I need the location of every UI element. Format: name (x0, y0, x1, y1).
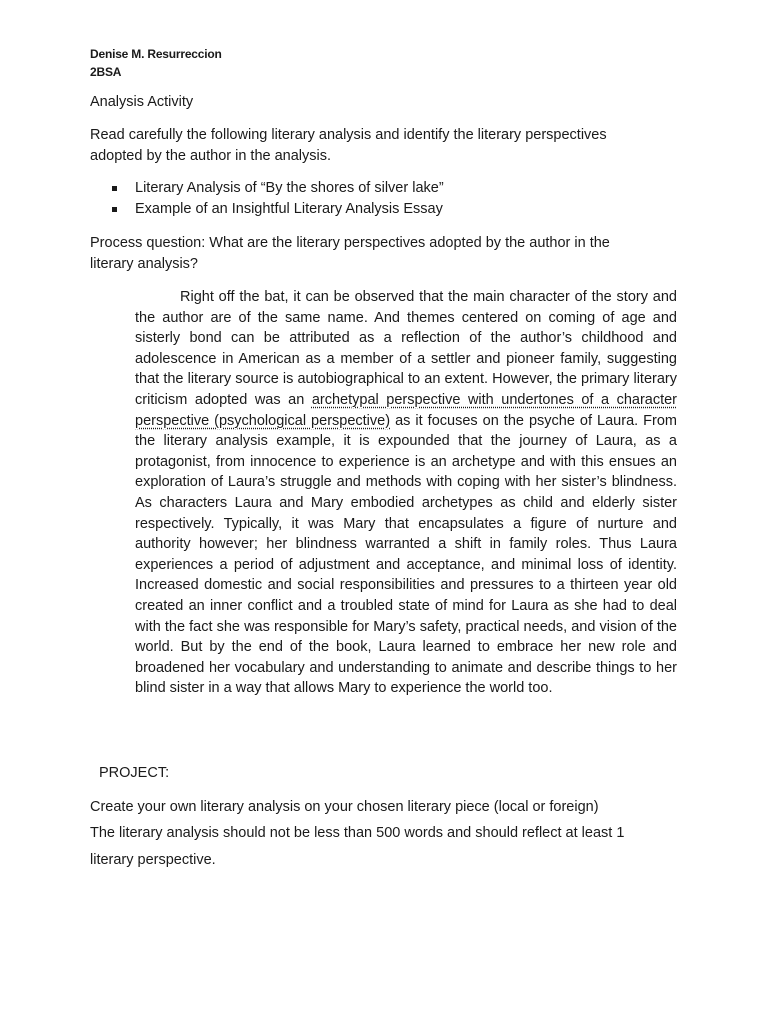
process-question-line-2: literary analysis? (90, 256, 198, 272)
author-name: Denise M. Resurreccion (90, 47, 222, 61)
analysis-text-start: Right off the bat, it can be observed that the main character of the story and the author are of the same name. And themes centered on coming of age and sisterly bond can be attributed as a reflection of the author’s childhood and adolescence in American as a member of a settler and pioneer family, suggesting that the literary source is autobiographical to an extent. However, the primary literary criticism adopted was an (135, 289, 677, 408)
reference-list (90, 178, 444, 220)
page-title: Analysis Activity (90, 94, 194, 110)
instructions-line-1: Read carefully the following literary analysis and identify the literary perspectives (90, 127, 607, 143)
author-class: 2BSA (90, 65, 122, 79)
project-line-2: The literary analysis should not be less than 500 words and should reflect at least 1 (90, 825, 625, 841)
project-heading: PROJECT: (99, 765, 170, 781)
list-item: Literary Analysis of “By the shores of silver lake” (90, 178, 444, 199)
project-line-3: literary perspective. (90, 852, 216, 868)
highlighted-perspective: archetypal perspective with undertones of a character perspective (psychological perspective) (135, 391, 678, 429)
process-question-line-1: Process question: What are the literary perspectives adopted by the author in the (90, 235, 610, 251)
analysis-text-end: as it focuses on the psyche of Laura. From the literary analysis example, it is expounded that the journey of Laura, as a protagonist, from innocence to experience is an archetype and with this ensues an exploration of Laura’s struggle and methods with coping with her sister’s blindness. As characters Laura and Mary embodied archetypes as child and elderly sister respectively. Typically, it was Mary that encapsulates a figure of nurture and authority however; her blindness warranted a shift in family roles. Thus Laura experiences a period of adjustment and acceptance, and minimal loss of identity. Increased domestic and social responsibilities and pressures to a thirteen year old created an inner conflict and a troubled state of mind for Laura as she had to deal with the fact she was responsible for Mary’s safety, practical needs, and vision of the world. But by the end of the book, Laura learned to embrace her new role and broadened her vocabulary and understanding to animate and describe things to her blind sister in a way that allows Mary to experience the world too. (135, 412, 678, 697)
list-item: Example of an Insightful Literary Analysis Essay (90, 199, 444, 220)
instructions-line-2: adopted by the author in the analysis. (90, 148, 332, 164)
analysis-paragraph (135, 287, 677, 699)
project-line-1: Create your own literary analysis on your chosen literary piece (local or foreign) (90, 799, 599, 815)
